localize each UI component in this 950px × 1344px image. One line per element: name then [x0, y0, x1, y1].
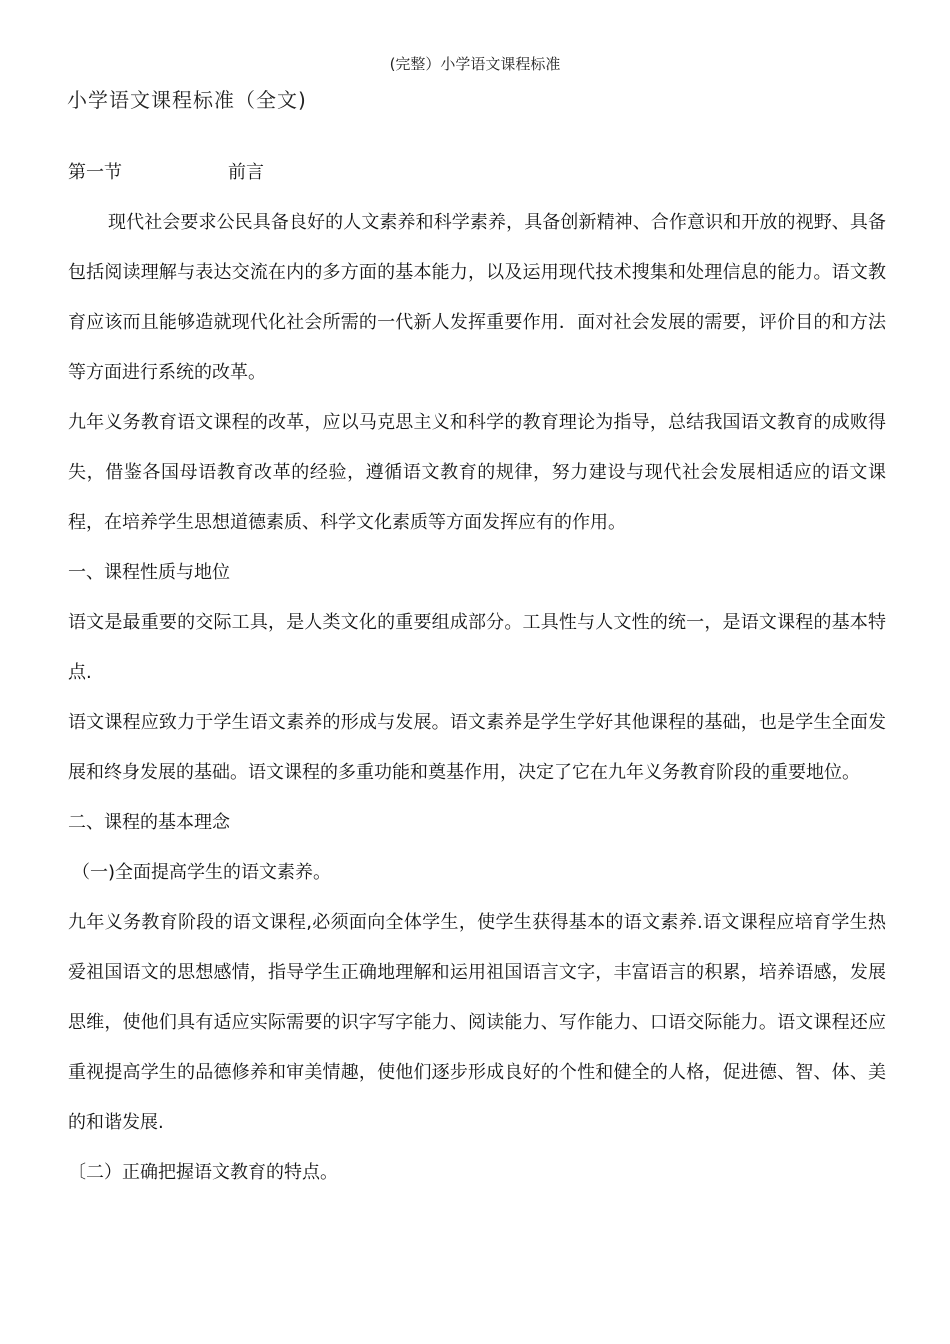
- subheading-item-two: 〔二）正确把握语文教育的特点。: [68, 1162, 338, 1183]
- running-header: (完整）小学语文课程标准: [389, 55, 561, 73]
- subheading-item-one: （一)全面提高学生的语文素养。: [72, 862, 332, 883]
- paragraph-reform: 九年义务教育语文课程的改革，应以马克思主义和科学的教育理论为指导，总结我国语文教育的成败得失，借鉴各国母语教育改革的经验，遵循语文教育的规律，努力建设与现代社会发展相适应的语文课程，在培养学生思想道德素质、科学文化素质等方面发挥应有的作用。: [68, 412, 886, 533]
- subheading-basic-concepts: 二、课程的基本理念: [68, 812, 230, 833]
- section-name: 前言: [228, 162, 264, 183]
- section-heading: [68, 160, 264, 186]
- section-number: 第一节: [68, 162, 122, 183]
- paragraph-compulsory-education: 九年义务教育阶段的语文课程,必须面向全体学生，使学生获得基本的语文素养.语文课程应培育学生热爱祖国语文的思想感情，指导学生正确地理解和运用祖国语言文字，丰富语言的积累，培养语感，发展思维，使他们具有适应实际需要的识字写字能力、阅读能力、写作能力、口语交际能力。语文课程还应重视提高学生的品德修养和审美情趣，使他们逐步形成良好的个性和健全的人格，促进德、智、体、美的和谐发展.: [68, 912, 886, 1133]
- paragraph-communication-tool: 语文是最重要的交际工具，是人类文化的重要组成部分。工具性与人文性的统一，是语文课程的基本特点.: [68, 612, 886, 683]
- document-body: [68, 198, 886, 1198]
- document-title: 小学语文课程标准（全文): [67, 88, 307, 112]
- paragraph-literacy-development: 语文课程应致力于学生语文素养的形成与发展。语文素养是学生学好其他课程的基础，也是学生全面发展和终身发展的基础。语文课程的多重功能和奠基作用，决定了它在九年义务教育阶段的重要地位。: [68, 712, 886, 783]
- subheading-course-nature: 一、课程性质与地位: [68, 562, 230, 583]
- paragraph-intro: 现代社会要求公民具备良好的人文素养和科学素养，具备创新精神、合作意识和开放的视野、具备包括阅读理解与表达交流在内的多方面的基本能力，以及运用现代技术搜集和处理信息的能力。语文教育应该而且能够造就现代化社会所需的一代新人发挥重要作用．面对社会发展的需要，评价目的和方法等方面进行系统的改革。: [68, 212, 886, 383]
